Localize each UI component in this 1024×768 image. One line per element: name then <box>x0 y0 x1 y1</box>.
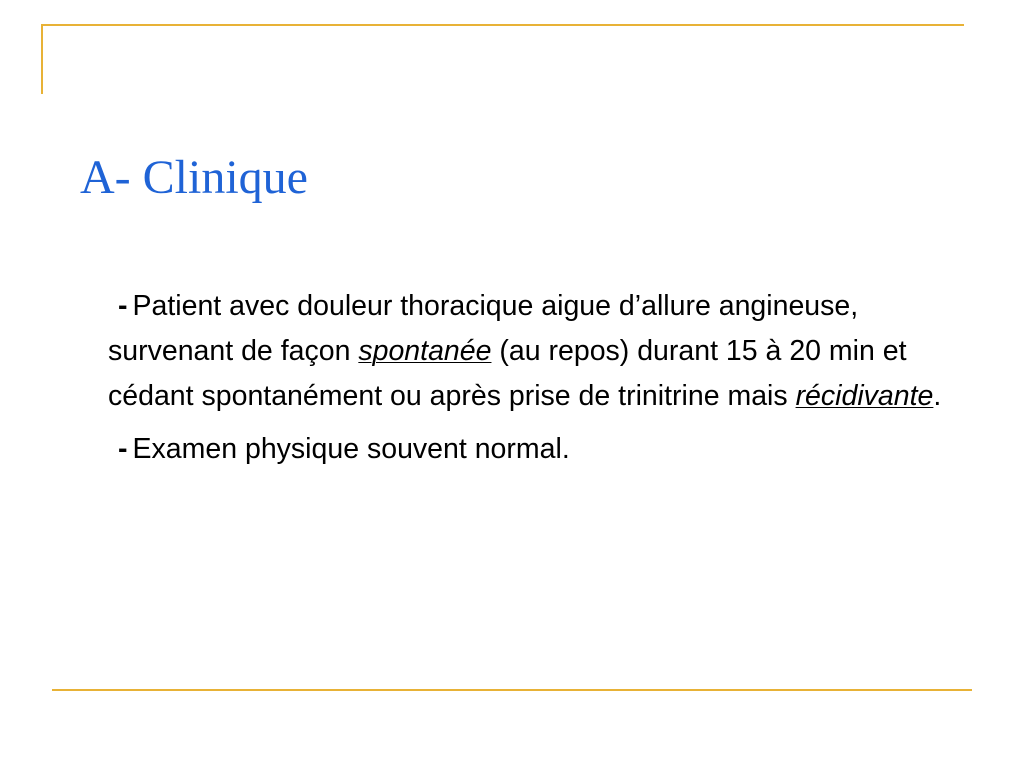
frame-left-line <box>41 24 43 94</box>
frame-bottom-line <box>52 689 972 691</box>
emphasis-spontanee: spontanée <box>358 335 492 367</box>
slide-body <box>108 284 968 472</box>
frame-top-line <box>41 24 964 26</box>
bullet-dash: - <box>118 433 128 465</box>
emphasis-recidivante: récidivante <box>795 380 934 412</box>
slide-title: A- Clinique <box>80 151 308 204</box>
paragraph-text: . <box>933 380 942 412</box>
paragraph-exam <box>108 427 968 472</box>
paragraph-text: Examen physique souvent normal. <box>132 433 570 465</box>
paragraph-text: Patient avec douleur thoracique aigue d’allure angineuse, survenant de façon <box>108 290 859 367</box>
paragraph-text: (au repos) durant 15 à 20 min et cédant spontanément ou après prise de trinitrine mais <box>108 335 907 412</box>
paragraph-symptoms <box>108 284 968 419</box>
bullet-dash: - <box>118 290 128 322</box>
